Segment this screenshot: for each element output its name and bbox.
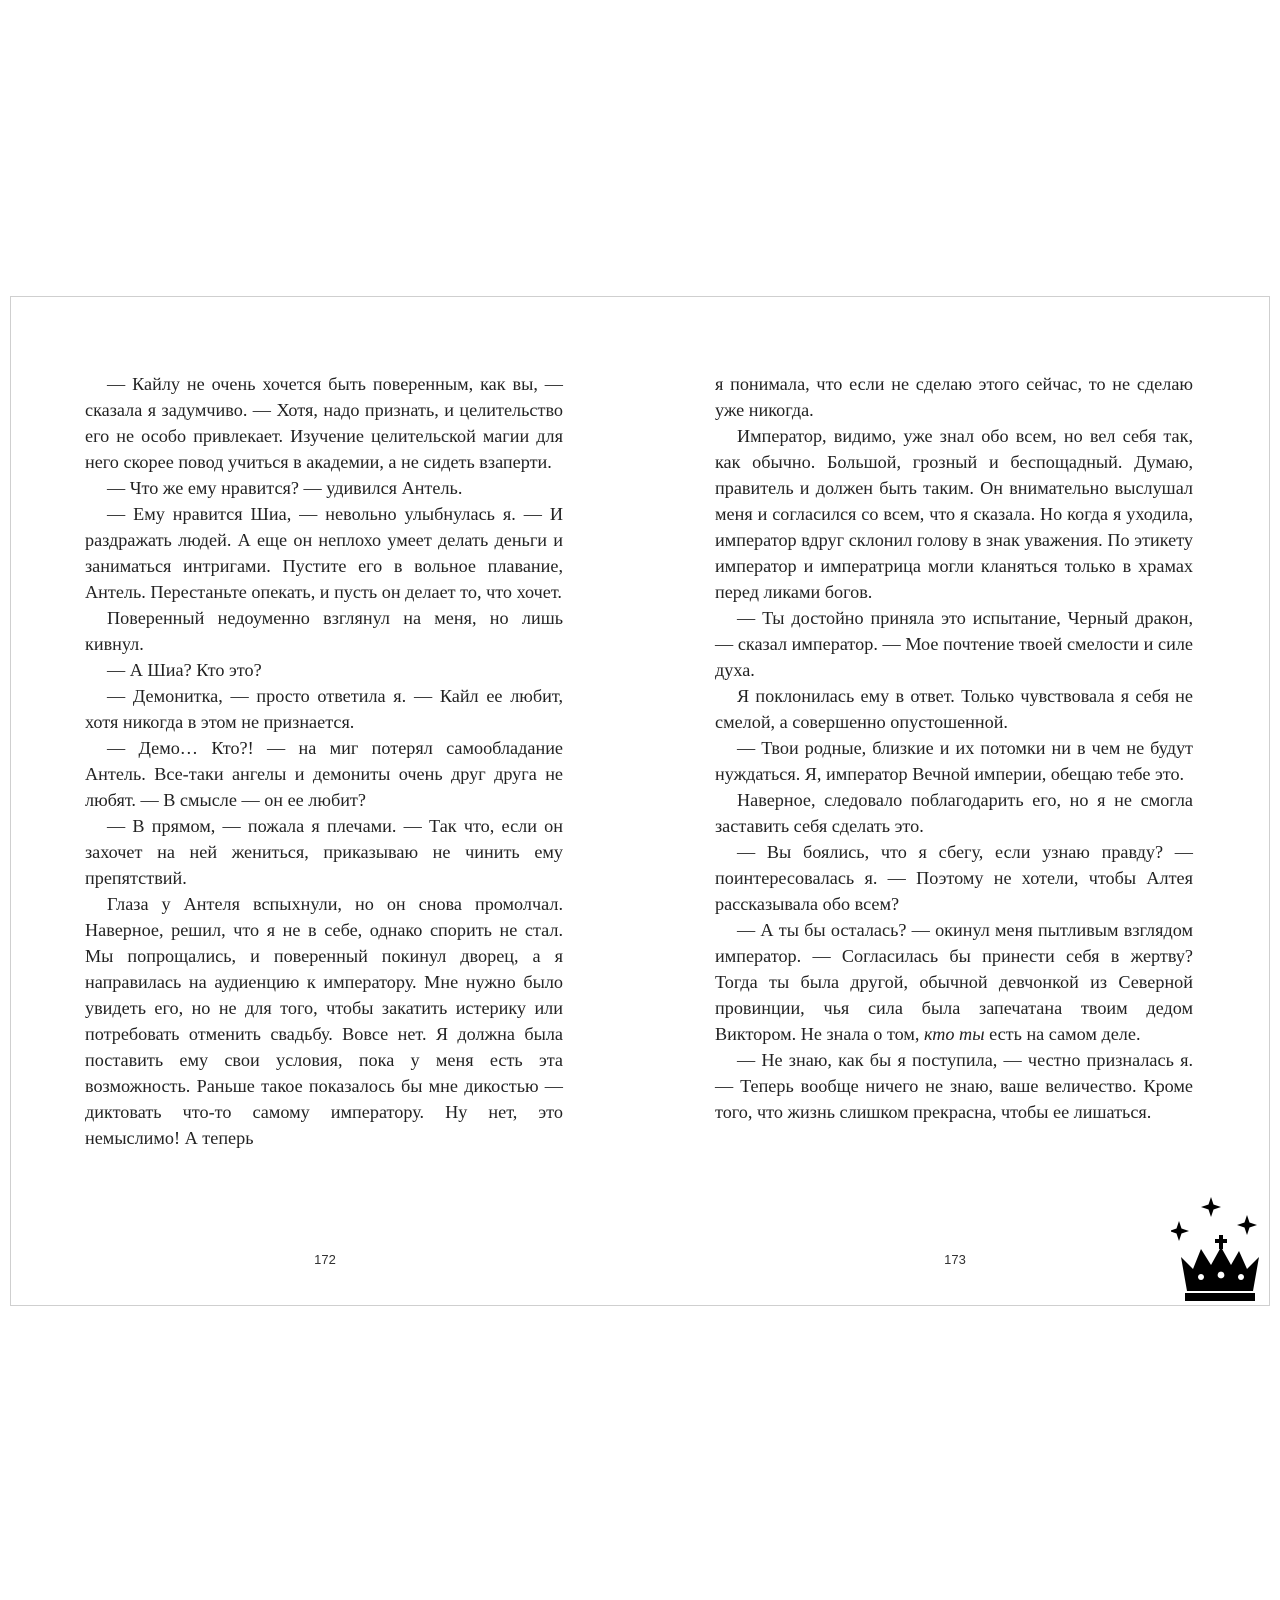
right-page [715, 371, 1193, 1125]
paragraph: Поверенный недоуменно взглянул на меня, но лишь кивнул. [85, 608, 563, 654]
paragraph-text: — А ты бы осталась? — окинул меня пытливым взглядом император. — Согласилась бы принести себя в жертву? Тогда ты была другой, обычной девчонкой из Северной провинции, чья сила была запечатана твоим дедом Виктором. Не знала о том, [715, 920, 1193, 1044]
paragraph: — Не знаю, как бы я поступила, — честно призналась я. — Теперь вообще ничего не знаю, ваше величество. Кроме того, что жизнь слишком прекрасна, чтобы ее лишаться. [715, 1050, 1193, 1122]
paragraph: Император, видимо, уже знал обо всем, но вел себя так, как обычно. Большой, грозный и беспощадный. Думаю, правитель и должен быть таким. Он внимательно выслушал меня и согласился со всем, что я сказала. Но когда я уходила, император вдруг склонил голову в знак уважения. По этикету император и императрица могли кланяться только в храмах перед ликами богов. [715, 426, 1193, 602]
paragraph: — Демонитка, — просто ответила я. — Кайл ее любит, хотя никогда в этом не признается. [85, 686, 563, 732]
paragraph-continuation: я понимала, что если не сделаю этого сейчас, то не сделаю уже никогда. [715, 374, 1193, 420]
crown-with-stars-icon [1171, 1195, 1275, 1305]
paragraph: — Ты достойно приняла это испытание, Черный дракон, — сказал император. — Мое почтение твоей смелости и силе духа. [715, 608, 1193, 680]
page-number-left: 172 [314, 1252, 336, 1267]
paragraph: Я поклонилась ему в ответ. Только чувствовала я себя не смелой, а совершенно опустошенной. [715, 686, 1193, 732]
paragraph: — Демо… Кто?! — на миг потерял самообладание Антель. Все-таки ангелы и демониты очень друг друга не любят. — В смысле — он ее любит? [85, 738, 563, 810]
paragraph: — Твои родные, близкие и их потомки ни в чем не будут нуждаться. Я, император Вечной империи, обещаю тебе это. [715, 738, 1193, 784]
italic-phrase: кто ты [924, 1024, 985, 1044]
paragraph-text: есть на самом деле. [984, 1024, 1141, 1044]
left-page [85, 371, 563, 1151]
paragraph: — Кайлу не очень хочется быть поверенным, как вы, — сказала я задумчиво. — Хотя, надо признать, и целительство его не особо привлекает. Изучение целительской магии для него скорее повод учиться в академии, а не сидеть взаперти. [85, 374, 563, 472]
page-number-right: 173 [944, 1252, 966, 1267]
paragraph: Глаза у Антеля вспыхнули, но он снова промолчал. Наверное, решил, что я не в себе, однако спорить не стал. Мы попрощались, и поверенный покинул дворец, а я направилась на аудиенцию к императору. Мне нужно было увидеть его, но не для того, чтобы закатить истерику или потребовать отменить свадьбу. Вовсе нет. Я должна была поставить ему свои условия, пока у меня есть эта возможность. Раньше такое показалось бы мне дикостью — диктовать что-то самому императору. Ну нет, это немыслимо! А теперь [85, 894, 563, 1148]
paragraph: — В прямом, — пожала я плечами. — Так что, если он захочет на ней жениться, приказываю не чинить ему препятствий. [85, 816, 563, 888]
book-spread [10, 296, 1270, 1306]
paragraph: — А Шиа? Кто это? [107, 660, 262, 680]
paragraph: — Ему нравится Шиа, — невольно улыбнулась я. — И раздражать людей. А еще он неплохо умеет делать деньги и заниматься интригами. Пустите его в вольное плавание, Антель. Перестаньте опекать, и пусть он делает то, что хочет. [85, 504, 563, 602]
paragraph: Наверное, следовало поблагодарить его, но я не смогла заставить себя сделать это. [715, 790, 1193, 836]
paragraph: — Что же ему нравится? — удивился Антель. [107, 478, 463, 498]
paragraph-with-italic [715, 917, 1193, 1047]
paragraph: — Вы боялись, что я сбегу, если узнаю правду? — поинтересовалась я. — Поэтому не хотели, чтобы Алтея рассказывала обо всем? [715, 842, 1193, 914]
